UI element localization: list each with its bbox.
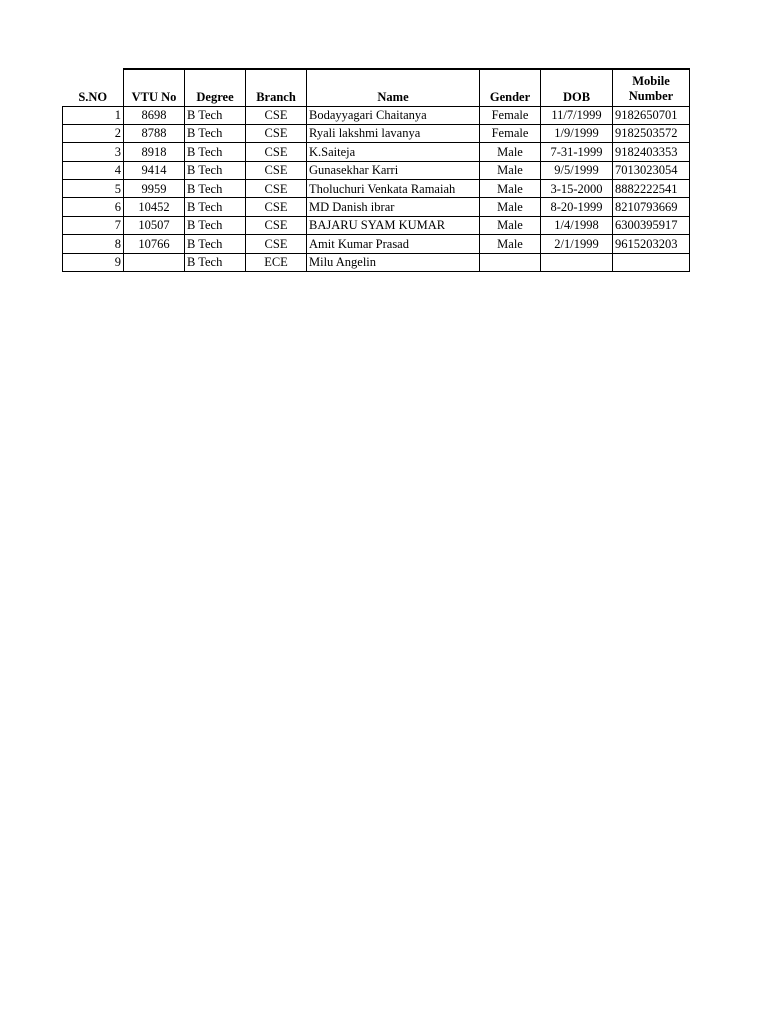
cell-gender: Male xyxy=(480,198,541,216)
cell-dob: 2/1/1999 xyxy=(541,235,613,253)
cell-degree: B Tech xyxy=(185,180,246,198)
table-row xyxy=(63,235,690,253)
header-row xyxy=(63,69,690,106)
cell-sno: 1 xyxy=(63,106,124,124)
header-sno: S.NO xyxy=(63,69,124,106)
cell-dob xyxy=(541,253,613,271)
table-row xyxy=(63,124,690,142)
header-dob: DOB xyxy=(541,69,613,106)
cell-sno: 9 xyxy=(63,253,124,271)
cell-branch: CSE xyxy=(246,106,307,124)
cell-mobile-number: 9182650701 xyxy=(613,106,690,124)
table-row xyxy=(63,106,690,124)
cell-sno: 6 xyxy=(63,198,124,216)
cell-degree: B Tech xyxy=(185,253,246,271)
cell-branch: CSE xyxy=(246,198,307,216)
cell-dob: 1/9/1999 xyxy=(541,124,613,142)
cell-vtu-no: 10766 xyxy=(124,235,185,253)
cell-gender: Male xyxy=(480,143,541,161)
cell-name: Tholuchuri Venkata Ramaiah xyxy=(307,180,480,198)
cell-degree: B Tech xyxy=(185,216,246,234)
cell-dob: 9/5/1999 xyxy=(541,161,613,179)
cell-name: Bodayyagari Chaitanya xyxy=(307,106,480,124)
table-row xyxy=(63,216,690,234)
cell-gender: Male xyxy=(480,216,541,234)
cell-mobile-number: 7013023054 xyxy=(613,161,690,179)
cell-gender xyxy=(480,253,541,271)
cell-vtu-no: 8788 xyxy=(124,124,185,142)
cell-gender: Male xyxy=(480,235,541,253)
cell-dob: 11/7/1999 xyxy=(541,106,613,124)
student-table xyxy=(62,68,690,272)
cell-vtu-no: 9959 xyxy=(124,180,185,198)
cell-mobile-number: 6300395917 xyxy=(613,216,690,234)
cell-dob: 1/4/1998 xyxy=(541,216,613,234)
cell-branch: ECE xyxy=(246,253,307,271)
cell-vtu-no: 10507 xyxy=(124,216,185,234)
header-mobile-number xyxy=(613,69,690,106)
header-branch: Branch xyxy=(246,69,307,106)
cell-mobile-number: 9182403353 xyxy=(613,143,690,161)
cell-name: MD Danish ibrar xyxy=(307,198,480,216)
cell-sno: 2 xyxy=(63,124,124,142)
cell-vtu-no: 10452 xyxy=(124,198,185,216)
cell-branch: CSE xyxy=(246,161,307,179)
cell-degree: B Tech xyxy=(185,124,246,142)
cell-gender: Male xyxy=(480,161,541,179)
cell-branch: CSE xyxy=(246,180,307,198)
cell-degree: B Tech xyxy=(185,106,246,124)
cell-vtu-no: 9414 xyxy=(124,161,185,179)
cell-name: Milu Angelin xyxy=(307,253,480,271)
header-mobile-line1: Mobile xyxy=(632,73,670,88)
cell-degree: B Tech xyxy=(185,235,246,253)
table-body xyxy=(63,106,690,272)
cell-vtu-no xyxy=(124,253,185,271)
cell-sno: 7 xyxy=(63,216,124,234)
cell-degree: B Tech xyxy=(185,143,246,161)
header-gender: Gender xyxy=(480,69,541,106)
cell-degree: B Tech xyxy=(185,198,246,216)
table-row xyxy=(63,161,690,179)
cell-branch: CSE xyxy=(246,235,307,253)
cell-vtu-no: 8698 xyxy=(124,106,185,124)
cell-name: Amit Kumar Prasad xyxy=(307,235,480,253)
cell-name: BAJARU SYAM KUMAR xyxy=(307,216,480,234)
cell-branch: CSE xyxy=(246,143,307,161)
cell-dob: 8-20-1999 xyxy=(541,198,613,216)
header-degree: Degree xyxy=(185,69,246,106)
cell-mobile-number: 8882222541 xyxy=(613,180,690,198)
cell-mobile-number: 9182503572 xyxy=(613,124,690,142)
header-name: Name xyxy=(307,69,480,106)
cell-mobile-number: 9615203203 xyxy=(613,235,690,253)
cell-gender: Female xyxy=(480,106,541,124)
table-row xyxy=(63,198,690,216)
cell-vtu-no: 8918 xyxy=(124,143,185,161)
cell-mobile-number xyxy=(613,253,690,271)
cell-gender: Female xyxy=(480,124,541,142)
cell-mobile-number: 8210793669 xyxy=(613,198,690,216)
cell-name: Gunasekhar Karri xyxy=(307,161,480,179)
header-mobile-line2: Number xyxy=(628,88,674,103)
table-row xyxy=(63,253,690,271)
header-vtu-no: VTU No xyxy=(124,69,185,106)
table-row xyxy=(63,143,690,161)
cell-branch: CSE xyxy=(246,124,307,142)
cell-sno: 3 xyxy=(63,143,124,161)
table-row xyxy=(63,180,690,198)
cell-degree: B Tech xyxy=(185,161,246,179)
cell-sno: 4 xyxy=(63,161,124,179)
cell-name: Ryali lakshmi lavanya xyxy=(307,124,480,142)
cell-dob: 7-31-1999 xyxy=(541,143,613,161)
cell-gender: Male xyxy=(480,180,541,198)
cell-name: K.Saiteja xyxy=(307,143,480,161)
cell-dob: 3-15-2000 xyxy=(541,180,613,198)
cell-branch: CSE xyxy=(246,216,307,234)
cell-sno: 5 xyxy=(63,180,124,198)
cell-sno: 8 xyxy=(63,235,124,253)
